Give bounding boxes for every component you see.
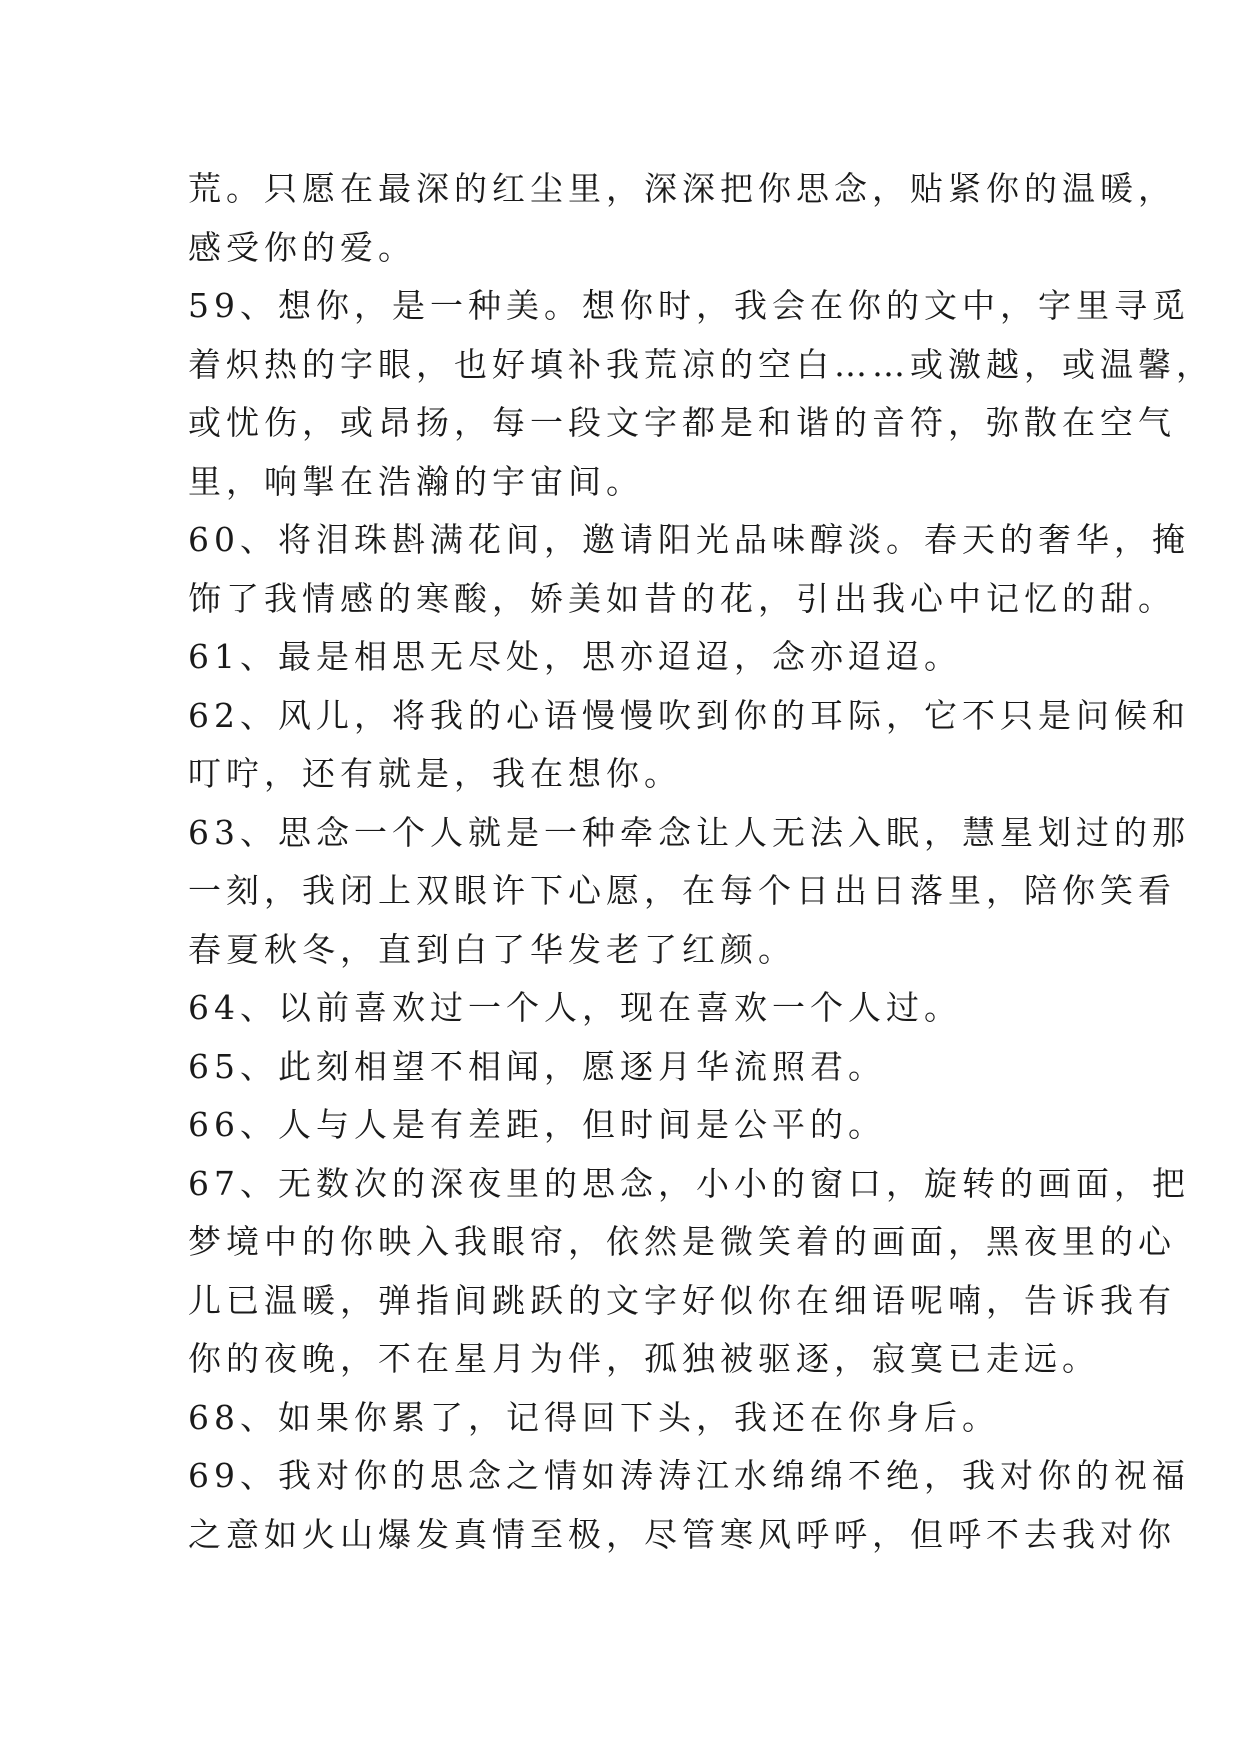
text-line: 春夏秋冬，直到白了华发老了红颜。 <box>188 929 796 969</box>
text-line: 64、以前喜欢过一个人，现在喜欢一个人过。 <box>188 988 962 1027</box>
text-line: 饰了我情感的寒酸，娇美如昔的花，引出我心中记忆的甜。 <box>188 578 1176 618</box>
text-line: 61、最是相思无尽处，思亦迢迢，念亦迢迢。 <box>188 637 962 676</box>
text-line: 叮咛，还有就是，我在想你。 <box>188 754 682 793</box>
text-line: 60、将泪珠斟满花间，邀请阳光品味醇淡。春天的奢华，掩 <box>188 520 1190 559</box>
text-line: 着炽热的字眼，也好填补我荒凉的空白……或激越，或温馨， <box>188 344 1214 384</box>
text-line: 里，响掣在浩瀚的宇宙间。 <box>188 461 644 501</box>
text-line: 你的夜晚，不在星月为伴，孤独被驱逐，寂寞已走远。 <box>188 1339 1100 1378</box>
text-line: 69、我对你的思念之情如涛涛江水绵绵不绝，我对你的祝福 <box>188 1456 1190 1495</box>
text-line: 59、想你，是一种美。想你时，我会在你的文中，字里寻觅 <box>188 286 1190 325</box>
text-line: 67、无数次的深夜里的思念，小小的窗口，旋转的画面，把 <box>188 1163 1190 1203</box>
text-line: 62、风儿，将我的心语慢慢吹到你的耳际，它不只是问候和 <box>188 695 1190 735</box>
text-line: 66、人与人是有差距，但时间是公平的。 <box>188 1105 886 1144</box>
text-line: 儿已温暖，弹指间跳跃的文字好似你在细语呢喃，告诉我有 <box>188 1280 1176 1320</box>
text-line: 或忧伤，或昂扬，每一段文字都是和谐的音符，弥散在空气 <box>188 403 1176 442</box>
text-line: 梦境中的你映入我眼帘，依然是微笑着的画面，黑夜里的心 <box>188 1222 1176 1261</box>
text-line: 荒。只愿在最深的红尘里，深深把你思念，贴紧你的温暖， <box>188 169 1176 208</box>
text-line: 63、思念一个人就是一种牵念让人无法入眠，慧星划过的那 <box>188 812 1190 852</box>
document-body <box>188 160 1214 1564</box>
text-line: 65、此刻相望不相闻，愿逐月华流照君。 <box>188 1046 886 1086</box>
text-line: 一刻，我闭上双眼许下心愿，在每个日出日落里，陪你笑看 <box>188 871 1176 910</box>
text-line: 68、如果你累了，记得回下头，我还在你身后。 <box>188 1397 1000 1437</box>
text-line: 之意如火山爆发真情至极，尽管寒风呼呼，但呼不去我对你 <box>188 1514 1176 1554</box>
text-line: 感受你的爱。 <box>188 227 416 267</box>
